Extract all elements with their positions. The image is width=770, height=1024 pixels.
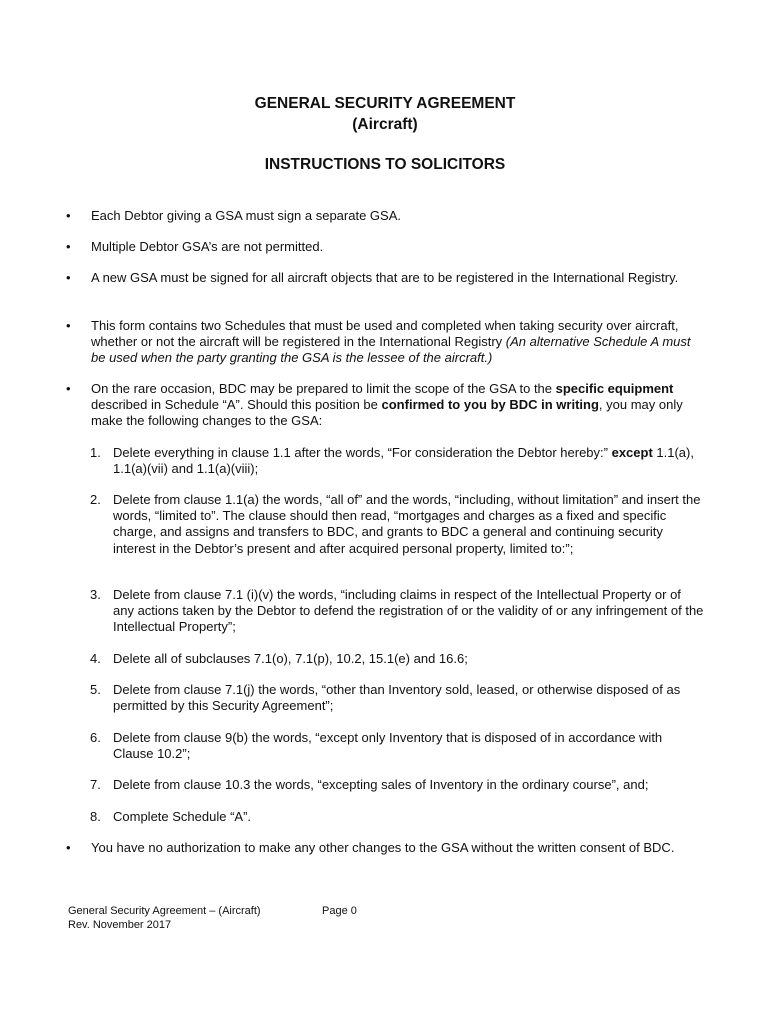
numbered-step (90, 587, 705, 637)
bullet-item (66, 239, 706, 257)
step-number: 8. (90, 809, 101, 824)
footer-revision: Rev. November 2017 (68, 919, 172, 931)
bullet-text (91, 318, 706, 367)
bullet-text-part: , you may only make the following changes to the GSA: (91, 397, 683, 429)
step-text: Delete from clause 1.1(a) the words, “all of” and the words, “including, without limitation” and insert the words, “limited to”. The clause should then read, “mortgages and charges as a fixed and specific charge, and assigns and transfers to BDC, and grants to BDC a general and continuing security interest in the Debtor’s present and after acquired personal property, limited to:”; (113, 492, 701, 556)
step-text: Delete from clause 9(b) the words, “except only Inventory that is disposed of in accordance with Clause 10.2”; (113, 730, 663, 762)
step-number: 1. (90, 445, 101, 460)
bullet-text: You have no authorization to make any other changes to the GSA without the written consent of BDC. (91, 840, 675, 855)
numbered-step (90, 730, 705, 764)
step-text: Delete from clause 7.1(j) the words, “other than Inventory sold, leased, or otherwise disposed of as permitted by this Security Agreement”; (113, 682, 681, 714)
bullet-text: A new GSA must be signed for all aircraft objects that are to be registered in the International Registry. (91, 270, 679, 285)
numbered-step (90, 809, 705, 827)
bullet-item (66, 381, 706, 431)
numbered-step (90, 777, 705, 795)
bullet-text (91, 381, 706, 430)
step-text-bold: except (611, 445, 653, 460)
bullet-icon: • (66, 840, 71, 855)
step-text: Delete from clause 7.1 (i)(v) the words, “including claims in respect of the Intellectual Property or of any actions taken by the Debtor to defend the registration of or the validity of or any infringement of the Intellectual Property”; (113, 587, 704, 635)
bullet-item (66, 318, 706, 368)
footer-doc-name: General Security Agreement – (Aircraft) (68, 905, 261, 917)
bullet-icon: • (66, 381, 71, 396)
numbered-step (90, 682, 705, 716)
bullet-item (66, 270, 706, 304)
document-title: GENERAL SECURITY AGREEMENT (254, 95, 516, 112)
step-number: 4. (90, 651, 101, 666)
step-text: Complete Schedule “A”. (113, 809, 252, 824)
step-number: 2. (90, 492, 101, 507)
document-title-subtitle: (Aircraft) (352, 116, 418, 133)
step-text-part: 1.1(a), 1.1(a)(vii) and 1.1(a)(viii); (113, 445, 694, 477)
footer-page-number: Page 0 (322, 905, 357, 917)
numbered-step (90, 651, 705, 669)
step-number: 3. (90, 587, 101, 602)
bullet-text-part: described in Schedule “A”. Should this position be (91, 397, 382, 413)
step-number: 6. (90, 730, 101, 745)
bullet-text: Each Debtor giving a GSA must sign a separate GSA. (91, 208, 401, 223)
step-number: 5. (90, 682, 101, 697)
bullet-text-italic-note: (An alternative Schedule A must be used when the party granting the GSA is the lessee of the aircraft.) (91, 334, 691, 366)
numbered-step (90, 492, 705, 574)
bullet-icon: • (66, 208, 71, 223)
bullet-icon: • (66, 270, 71, 285)
step-text (113, 445, 705, 477)
bullet-text: Multiple Debtor GSA’s are not permitted. (91, 239, 324, 254)
bullet-text-bold: confirmed to you by BDC in writing (381, 397, 599, 413)
step-text-part: Delete everything in clause 1.1 after the words, “For consideration the Debtor hereby:” (113, 445, 612, 460)
bullet-text-part: On the rare occasion, BDC may be prepared to limit the scope of the GSA to the (91, 381, 556, 396)
bullet-item (66, 208, 706, 226)
instructions-heading: INSTRUCTIONS TO SOLICITORS (264, 156, 506, 173)
bullet-icon: • (66, 239, 71, 254)
bullet-icon: • (66, 318, 71, 333)
step-text: Delete from clause 10.3 the words, “excepting sales of Inventory in the ordinary course”, and; (113, 777, 649, 792)
numbered-step (90, 445, 705, 479)
bullet-text-bold: specific equipment (555, 381, 674, 396)
step-number: 7. (90, 777, 101, 792)
bullet-text-plain: This form contains two Schedules that must be used and completed when taking security over aircraft, whether or not the aircraft will be registered in the International Registry (91, 318, 679, 350)
step-text: Delete all of subclauses 7.1(o), 7.1(p), 10.2, 15.1(e) and 16.6; (113, 651, 468, 666)
bullet-item (66, 840, 706, 874)
